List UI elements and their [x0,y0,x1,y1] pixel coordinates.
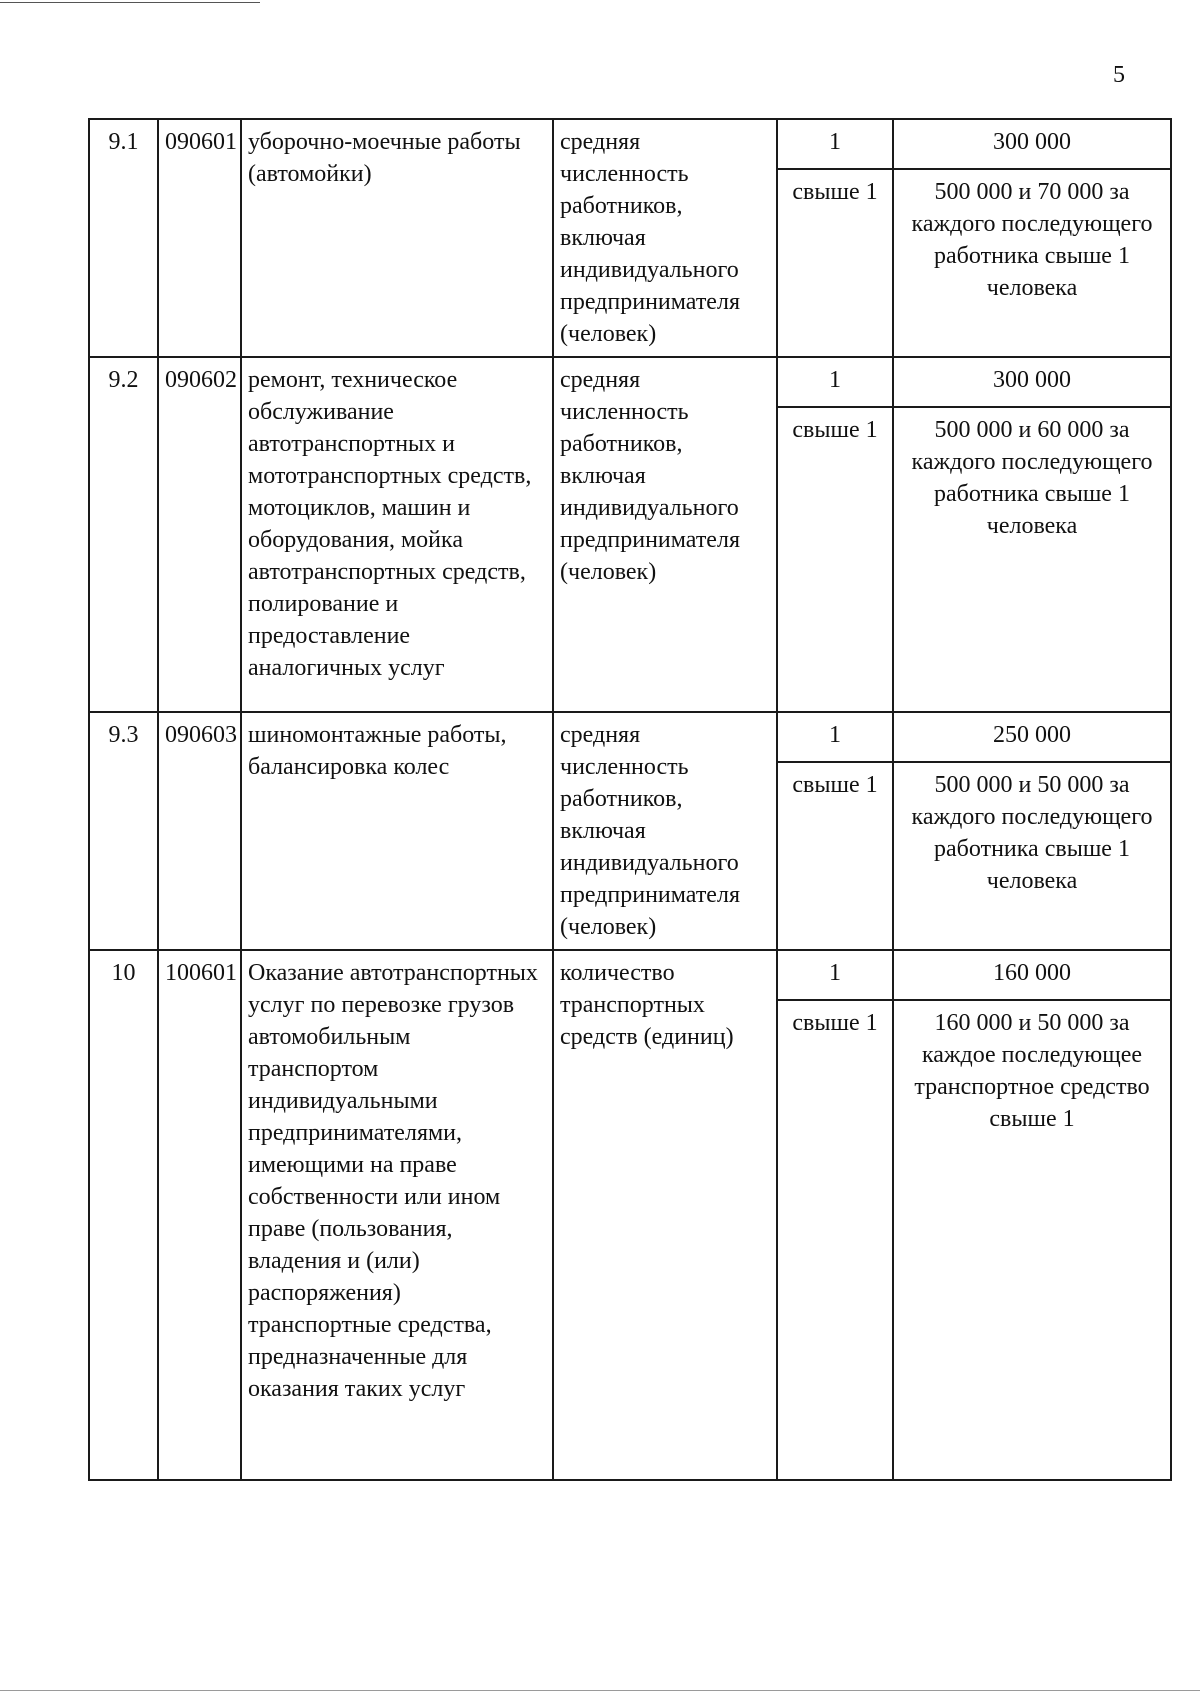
physical-indicator: средняя численность работников, включая индивидуального предпринимателя (человек) [553,712,777,950]
table-row [89,119,1171,169]
amount-cell: 160 000 и 50 000 за каждое последующее транспортное средство свыше 1 [893,1000,1171,1480]
physical-indicator: средняя численность работников, включая индивидуального предпринимателя (человек) [553,357,777,712]
activity-description: Оказание автотранспортных услуг по перевозке грузов автомобильным транспортом индивидуальными предпринимателями, имеющими на праве собственности или ином праве (пользования, владения и (или) распоряжения) транспортные средства, предназначенные для оказания таких услуг [241,950,553,1480]
quantity-cell: свыше 1 [777,762,893,950]
table-row [89,357,1171,407]
scan-bottom-line [0,1690,1200,1691]
quantity-cell: 1 [777,357,893,407]
amount-cell: 300 000 [893,357,1171,407]
amount-cell: 300 000 [893,119,1171,169]
quantity-cell: 1 [777,950,893,1000]
activity-description: шиномонтажные работы, балансировка колес [241,712,553,950]
amount-cell: 250 000 [893,712,1171,762]
activity-code: 100601 [158,950,241,1480]
activity-code: 090603 [158,712,241,950]
amount-cell: 500 000 и 50 000 за каждого последующего работника свыше 1 человека [893,762,1171,950]
quantity-cell: 1 [777,712,893,762]
table-row [89,712,1171,762]
activity-code: 090601 [158,119,241,357]
tariff-table [88,118,1172,1481]
amount-cell: 160 000 [893,950,1171,1000]
scan-top-line [0,2,260,3]
physical-indicator: количество транспортных средств (единиц) [553,950,777,1480]
table-row [89,950,1171,1000]
row-number: 9.2 [89,357,158,712]
row-number: 9.1 [89,119,158,357]
activity-description: уборочно-моечные работы (автомойки) [241,119,553,357]
activity-code: 090602 [158,357,241,712]
amount-cell: 500 000 и 60 000 за каждого последующего работника свыше 1 человека [893,407,1171,712]
row-number: 9.3 [89,712,158,950]
quantity-cell: 1 [777,119,893,169]
amount-cell: 500 000 и 70 000 за каждого последующего работника свыше 1 человека [893,169,1171,357]
quantity-cell: свыше 1 [777,407,893,712]
page-number: 5 [1113,62,1125,88]
quantity-cell: свыше 1 [777,1000,893,1480]
quantity-cell: свыше 1 [777,169,893,357]
physical-indicator: средняя численность работников, включая индивидуального предпринимателя (человек) [553,119,777,357]
row-number: 10 [89,950,158,1480]
activity-description: ремонт, техническое обслуживание автотранспортных и мототранспортных средств, мотоциклов, машин и оборудования, мойка автотранспортных средств, полирование и предоставление аналогичных услуг [241,357,553,712]
